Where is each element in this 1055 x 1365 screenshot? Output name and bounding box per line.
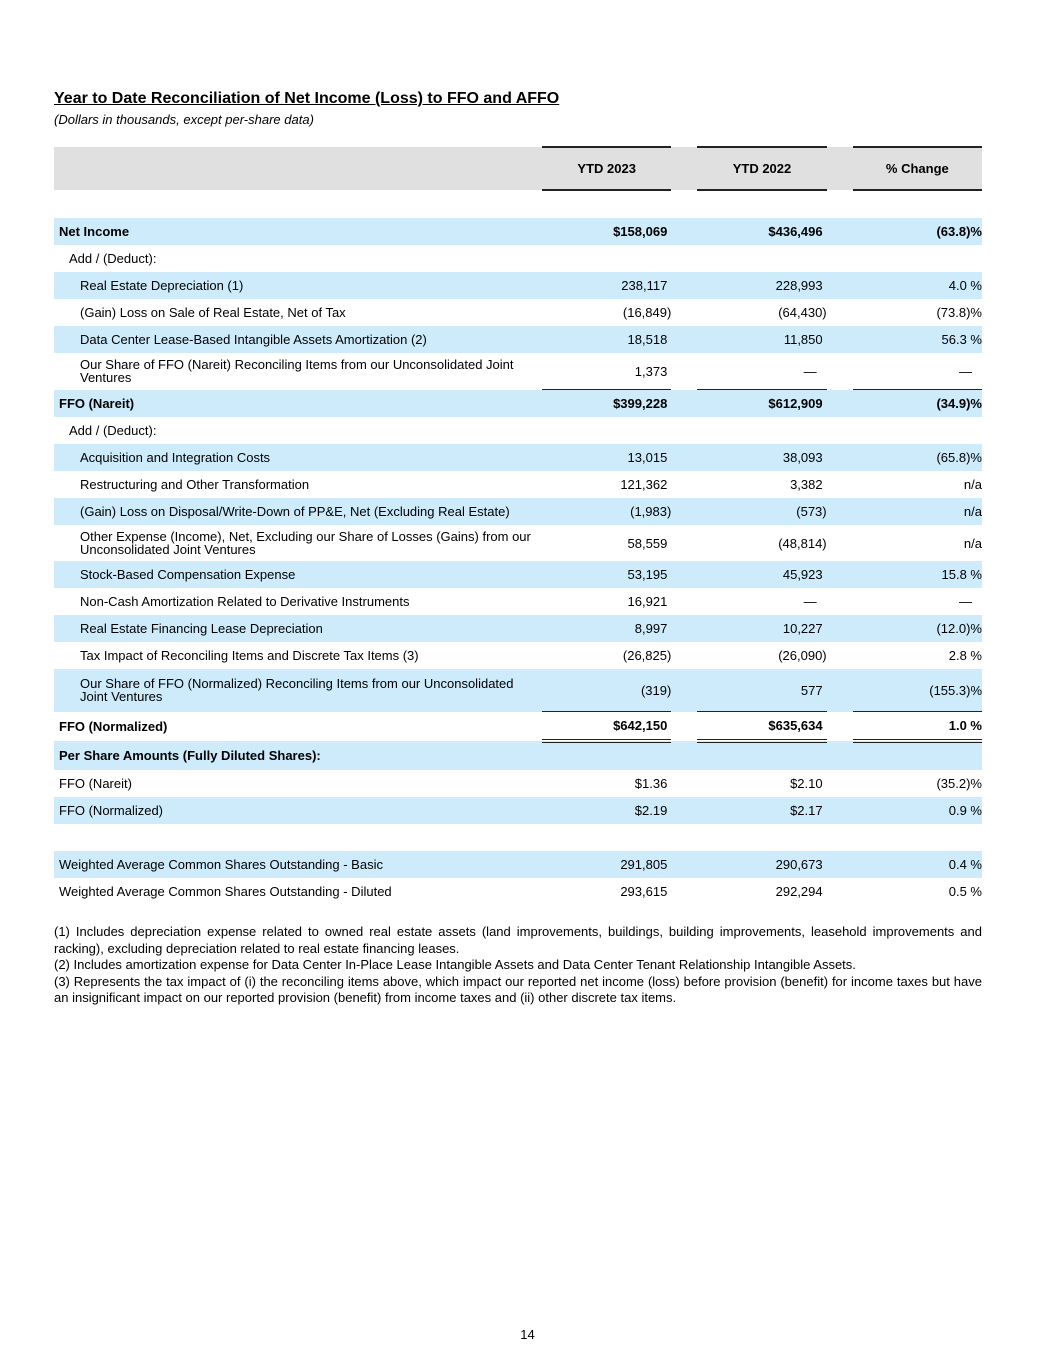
row-label: Add / (Deduct): <box>69 423 157 438</box>
value-cell <box>697 471 826 498</box>
table-row <box>54 498 982 525</box>
cell-value: — <box>803 363 817 379</box>
cell-value: — <box>803 594 817 609</box>
row-label <box>54 824 542 851</box>
cell-value: $158,069 <box>613 224 668 239</box>
page-subtitle: (Dollars in thousands, except per-share data) <box>54 112 314 127</box>
page-title: Year to Date Reconciliation of Net Income (Loss) to FFO and AFFO <box>54 90 560 107</box>
row-label: Per Share Amounts (Fully Diluted Shares): <box>54 741 542 770</box>
cell-value: 577 <box>800 682 823 698</box>
cell-value: $612,909 <box>768 396 823 411</box>
value-cell <box>697 588 826 615</box>
table-row <box>54 272 982 299</box>
cell-value: 18,518 <box>627 332 668 347</box>
value-cell <box>697 353 826 390</box>
value-cell <box>853 712 982 742</box>
row-label: Our Share of FFO (Normalized) Reconciling Items from our Unconsolidated Joint Ventures <box>54 669 542 712</box>
row-label: Non-Cash Amortization Related to Derivative Instruments <box>80 594 410 609</box>
value-cell <box>697 797 826 824</box>
value-cell <box>542 561 671 588</box>
cell-value: (64,430) <box>778 305 827 320</box>
value-cell <box>542 642 671 669</box>
cell-value: 1,373 <box>634 363 668 379</box>
value-cell <box>542 878 671 905</box>
row-label: Net Income <box>54 218 542 245</box>
value-cell <box>542 770 671 797</box>
value-cell <box>697 615 826 642</box>
table-row <box>54 326 982 353</box>
value-cell <box>542 444 671 471</box>
cell-value: (16,849) <box>622 305 672 320</box>
row-label: Our Share of FFO (Nareit) Reconciling Items from our Unconsolidated Joint Ventures <box>80 357 514 386</box>
value-cell <box>853 245 982 272</box>
cell-value: (26,825) <box>622 648 672 663</box>
table-row <box>54 561 982 588</box>
value-cell <box>853 525 982 561</box>
value-cell <box>542 417 671 444</box>
value-cell <box>697 245 826 272</box>
cell-value: 4.0 % <box>948 278 982 293</box>
row-label: FFO (Normalized) <box>54 797 542 824</box>
table-body <box>54 218 982 905</box>
table-row <box>54 471 982 498</box>
table-row <box>54 878 982 905</box>
cell-value: n/a <box>963 504 982 519</box>
cell-value: $1.36 <box>634 776 668 791</box>
cell-value: 13,015 <box>627 450 668 465</box>
cell-value: 238,117 <box>621 278 668 293</box>
value-cell <box>697 498 826 525</box>
value-cell <box>697 741 826 770</box>
value-cell <box>697 878 826 905</box>
cell-value: $642,150 <box>613 718 668 733</box>
cell-value: 56.3 % <box>941 332 982 347</box>
value-cell <box>542 218 671 245</box>
value-cell <box>542 326 671 353</box>
cell-value: — <box>959 594 972 609</box>
cell-value: 58,559 <box>627 535 668 551</box>
cell-value: 121,362 <box>620 477 668 492</box>
row-label: Stock-Based Compensation Expense <box>54 561 542 588</box>
row-label: (Gain) Loss on Sale of Real Estate, Net of Tax <box>80 305 346 320</box>
table-row <box>54 615 982 642</box>
cell-value: (12.0)% <box>936 621 982 636</box>
cell-value: 291,805 <box>620 857 668 872</box>
value-cell <box>542 712 671 742</box>
value-cell <box>853 561 982 588</box>
row-label: Other Expense (Income), Net, Excluding our Share of Losses (Gains) from our Unconsolidated Joint Ventures <box>80 529 531 557</box>
table-row <box>54 353 982 390</box>
table-row <box>54 588 982 615</box>
value-cell <box>853 390 982 418</box>
page-number: 14 <box>520 1327 535 1342</box>
row-label: FFO (Nareit) <box>59 776 132 791</box>
value-cell <box>853 299 982 326</box>
value-cell <box>697 299 826 326</box>
cell-value: n/a <box>963 477 982 492</box>
value-cell <box>542 498 671 525</box>
cell-value: (26,090) <box>778 648 827 663</box>
cell-value: 45,923 <box>782 567 823 582</box>
table-row <box>54 770 982 797</box>
row-label: Weighted Average Common Shares Outstanding - Diluted <box>59 884 392 899</box>
value-cell <box>542 245 671 272</box>
value-cell <box>542 741 671 770</box>
table-row <box>54 669 982 712</box>
value-cell <box>697 712 826 742</box>
value-cell <box>853 326 982 353</box>
cell-value: 8,997 <box>634 621 668 636</box>
value-cell <box>697 417 826 444</box>
table-header-row <box>54 147 982 190</box>
cell-value: (155.3)% <box>929 682 982 698</box>
cell-value: 15.8 % <box>941 567 982 582</box>
cell-value: 0.9 % <box>948 803 982 818</box>
value-cell <box>542 299 671 326</box>
cell-value: 53,195 <box>627 567 668 582</box>
value-cell <box>853 669 982 712</box>
value-cell <box>542 272 671 299</box>
cell-value: 228,993 <box>775 278 823 293</box>
value-cell <box>697 326 826 353</box>
value-cell <box>853 498 982 525</box>
cell-value: (573) <box>796 504 827 519</box>
table-row <box>54 642 982 669</box>
row-label: Weighted Average Common Shares Outstanding - Basic <box>54 851 542 878</box>
footnote: (1) Includes depreciation expense related to owned real estate assets (land improvements, buildings, building improvements, leasehold improvements and racking), excluding depreciation related to real estate financing leases. <box>54 924 982 956</box>
value-cell <box>697 669 826 712</box>
table-row <box>54 741 982 770</box>
cell-value: $2.10 <box>790 776 823 791</box>
column-header: % Change <box>853 147 982 190</box>
value-cell <box>542 797 671 824</box>
value-cell <box>542 669 671 712</box>
cell-value: $2.19 <box>634 803 668 818</box>
cell-value: 0.5 % <box>948 884 982 899</box>
row-label: Add / (Deduct): <box>69 251 157 266</box>
value-cell <box>853 218 982 245</box>
cell-value: 293,615 <box>620 884 668 899</box>
row-label: Real Estate Depreciation (1) <box>54 272 542 299</box>
cell-value: 16,921 <box>627 594 668 609</box>
value-cell <box>853 770 982 797</box>
table-row <box>54 417 982 444</box>
value-cell <box>853 824 982 851</box>
value-cell <box>542 471 671 498</box>
value-cell <box>542 525 671 561</box>
row-label: Tax Impact of Reconciling Items and Discrete Tax Items (3) <box>80 648 419 663</box>
cell-value: $635,634 <box>768 718 823 733</box>
reconciliation-table <box>54 146 982 905</box>
value-cell <box>853 588 982 615</box>
table-row <box>54 824 982 851</box>
spacer-row <box>54 190 982 218</box>
table-row <box>54 712 982 742</box>
value-cell <box>853 642 982 669</box>
cell-value: 290,673 <box>775 857 823 872</box>
value-cell <box>697 218 826 245</box>
row-label: FFO (Nareit) <box>54 390 542 418</box>
value-cell <box>697 525 826 561</box>
value-cell <box>697 770 826 797</box>
row-label: Restructuring and Other Transformation <box>80 477 310 492</box>
value-cell <box>542 824 671 851</box>
value-cell <box>697 824 826 851</box>
footnote: (2) Includes amortization expense for Data Center In-Place Lease Intangible Assets and Data Center Tenant Relationship Intangible Assets. <box>54 957 856 972</box>
cell-value: (63.8)% <box>936 224 982 239</box>
column-header: YTD 2023 <box>542 147 671 190</box>
value-cell <box>853 615 982 642</box>
value-cell <box>697 851 826 878</box>
footnote: (3) Represents the tax impact of (i) the reconciling items above, which impact our reported net income (loss) before provision (benefit) for income taxes but have an insignificant impact on our reported provision (benefit) from income taxes and (ii) other discrete tax items. <box>54 973 982 1005</box>
value-cell <box>853 851 982 878</box>
cell-value: n/a <box>963 535 982 551</box>
value-cell <box>853 272 982 299</box>
value-cell <box>853 444 982 471</box>
value-cell <box>542 615 671 642</box>
cell-value: $2.17 <box>790 803 823 818</box>
cell-value: 0.4 % <box>948 857 982 872</box>
value-cell <box>853 353 982 390</box>
cell-value: $399,228 <box>613 396 668 411</box>
row-label: Acquisition and Integration Costs <box>54 444 542 471</box>
cell-value: (34.9)% <box>936 396 982 411</box>
cell-value: (65.8)% <box>936 450 982 465</box>
table-row <box>54 299 982 326</box>
cell-value: 11,850 <box>783 332 823 347</box>
value-cell <box>542 851 671 878</box>
value-cell <box>697 561 826 588</box>
value-cell <box>542 353 671 390</box>
row-label: (Gain) Loss on Disposal/Write-Down of PP&E, Net (Excluding Real Estate) <box>54 498 542 525</box>
value-cell <box>697 444 826 471</box>
cell-value: (48,814) <box>778 535 827 551</box>
value-cell <box>542 390 671 418</box>
column-header: YTD 2022 <box>697 147 826 190</box>
value-cell <box>542 588 671 615</box>
cell-value: (1,983) <box>630 504 672 519</box>
value-cell <box>853 797 982 824</box>
table-row <box>54 851 982 878</box>
value-cell <box>697 642 826 669</box>
value-cell <box>853 417 982 444</box>
cell-value: (35.2)% <box>936 776 982 791</box>
cell-value: (73.8)% <box>936 305 982 320</box>
cell-value: 10,227 <box>782 621 823 636</box>
table-row <box>54 797 982 824</box>
value-cell <box>853 741 982 770</box>
value-cell <box>697 272 826 299</box>
row-label: Data Center Lease-Based Intangible Assets Amortization (2) <box>54 326 542 353</box>
cell-value: 1.0 % <box>948 718 982 733</box>
table-row <box>54 444 982 471</box>
value-cell <box>853 471 982 498</box>
cell-value: 292,294 <box>775 884 823 899</box>
cell-value: (319) <box>640 682 672 698</box>
table-row <box>54 525 982 561</box>
cell-value: 2.8 % <box>948 648 982 663</box>
cell-value: 3,382 <box>790 477 823 492</box>
value-cell <box>697 390 826 418</box>
cell-value: — <box>959 363 972 379</box>
table-row <box>54 390 982 418</box>
footnotes <box>54 924 982 1007</box>
cell-value: 38,093 <box>782 450 823 465</box>
row-label: Real Estate Financing Lease Depreciation <box>54 615 542 642</box>
table-row <box>54 245 982 272</box>
cell-value: $436,496 <box>768 224 823 239</box>
row-label: FFO (Normalized) <box>59 718 168 734</box>
table-row <box>54 218 982 245</box>
value-cell <box>853 878 982 905</box>
